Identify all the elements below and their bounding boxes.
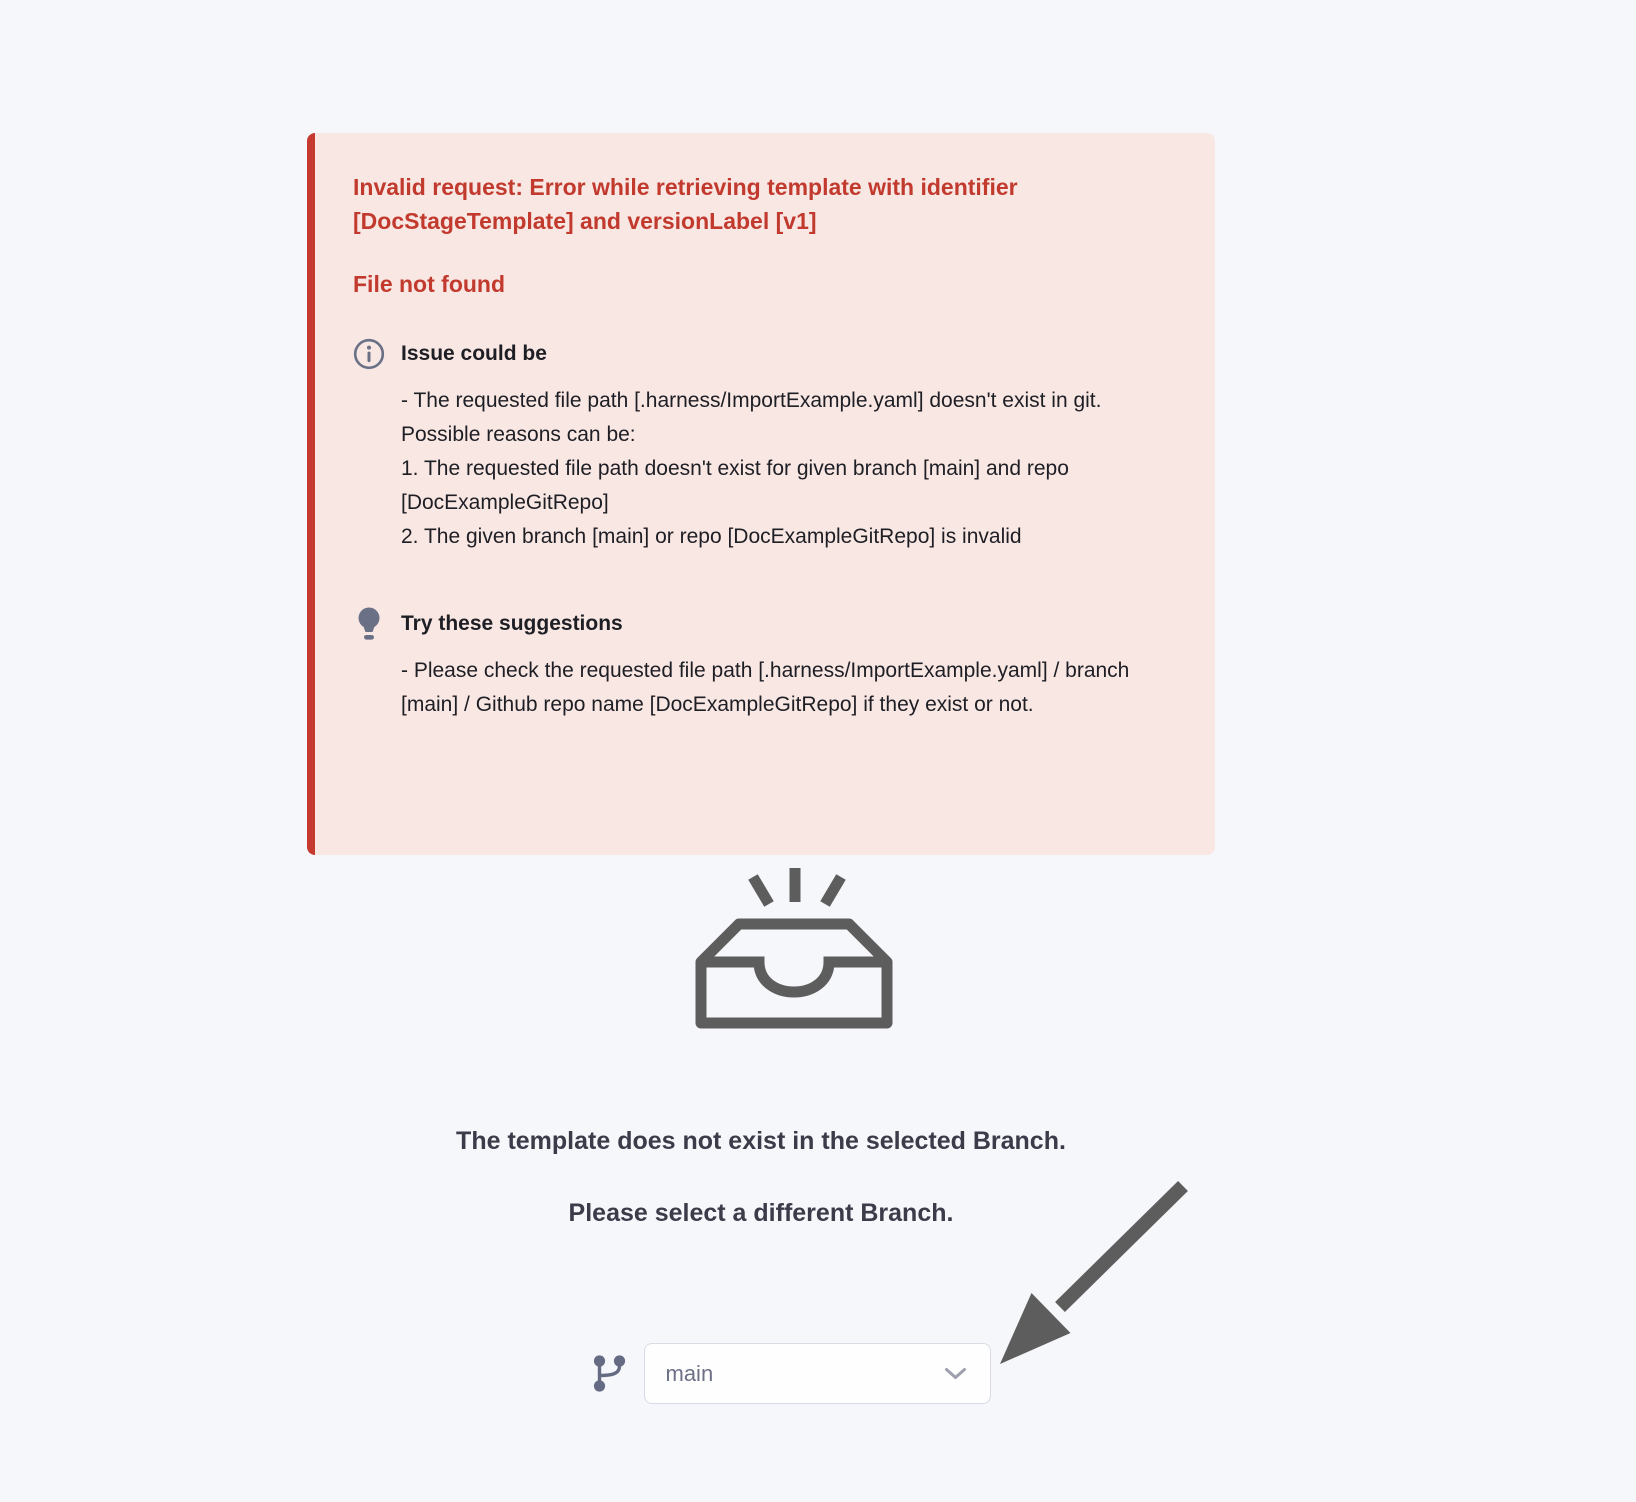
issue-line: 1. The requested file path doesn't exist for given branch [main] and repo [DocExampleGitRepo] [401,457,1069,514]
error-subtitle: File not found [353,271,506,297]
chevron-down-icon [943,1366,968,1381]
empty-inbox-icon [371,860,1215,1035]
issue-line: - The requested file path [.harness/ImportExample.yaml] doesn't exist in git. Possible reasons can be: [401,389,1102,446]
issue-section [353,336,1171,554]
lightbulb-icon [353,606,385,642]
branch-select-value: main [665,1360,714,1386]
issue-line: 2. The given branch [main] or repo [DocExampleGitRepo] is invalid [401,525,1022,548]
empty-state [307,860,1215,1228]
empty-state-hint: Please select a different Branch. [568,1199,954,1227]
issue-body [401,384,1171,554]
empty-state-message: The template does not exist in the selected Branch. [456,1127,1066,1155]
git-branch-icon [592,1353,627,1394]
suggestions-body [401,654,1171,722]
suggestions-section [353,606,1171,722]
info-icon [353,336,385,372]
error-banner [307,133,1215,855]
issue-heading: Issue could be [401,342,547,365]
branch-select-dropdown[interactable] [644,1343,991,1404]
suggestions-heading: Try these suggestions [401,612,623,635]
suggestion-line: - Please check the requested file path [.harness/ImportExample.yaml] / branch [main] / Github repo name [DocExampleGitRepo] if they exist or not. [401,659,1130,716]
branch-selector-row [307,1343,1215,1404]
error-title: Invalid request: Error while retrieving template with identifier [DocStageTemplate] and versionLabel [v1] [353,174,1018,234]
